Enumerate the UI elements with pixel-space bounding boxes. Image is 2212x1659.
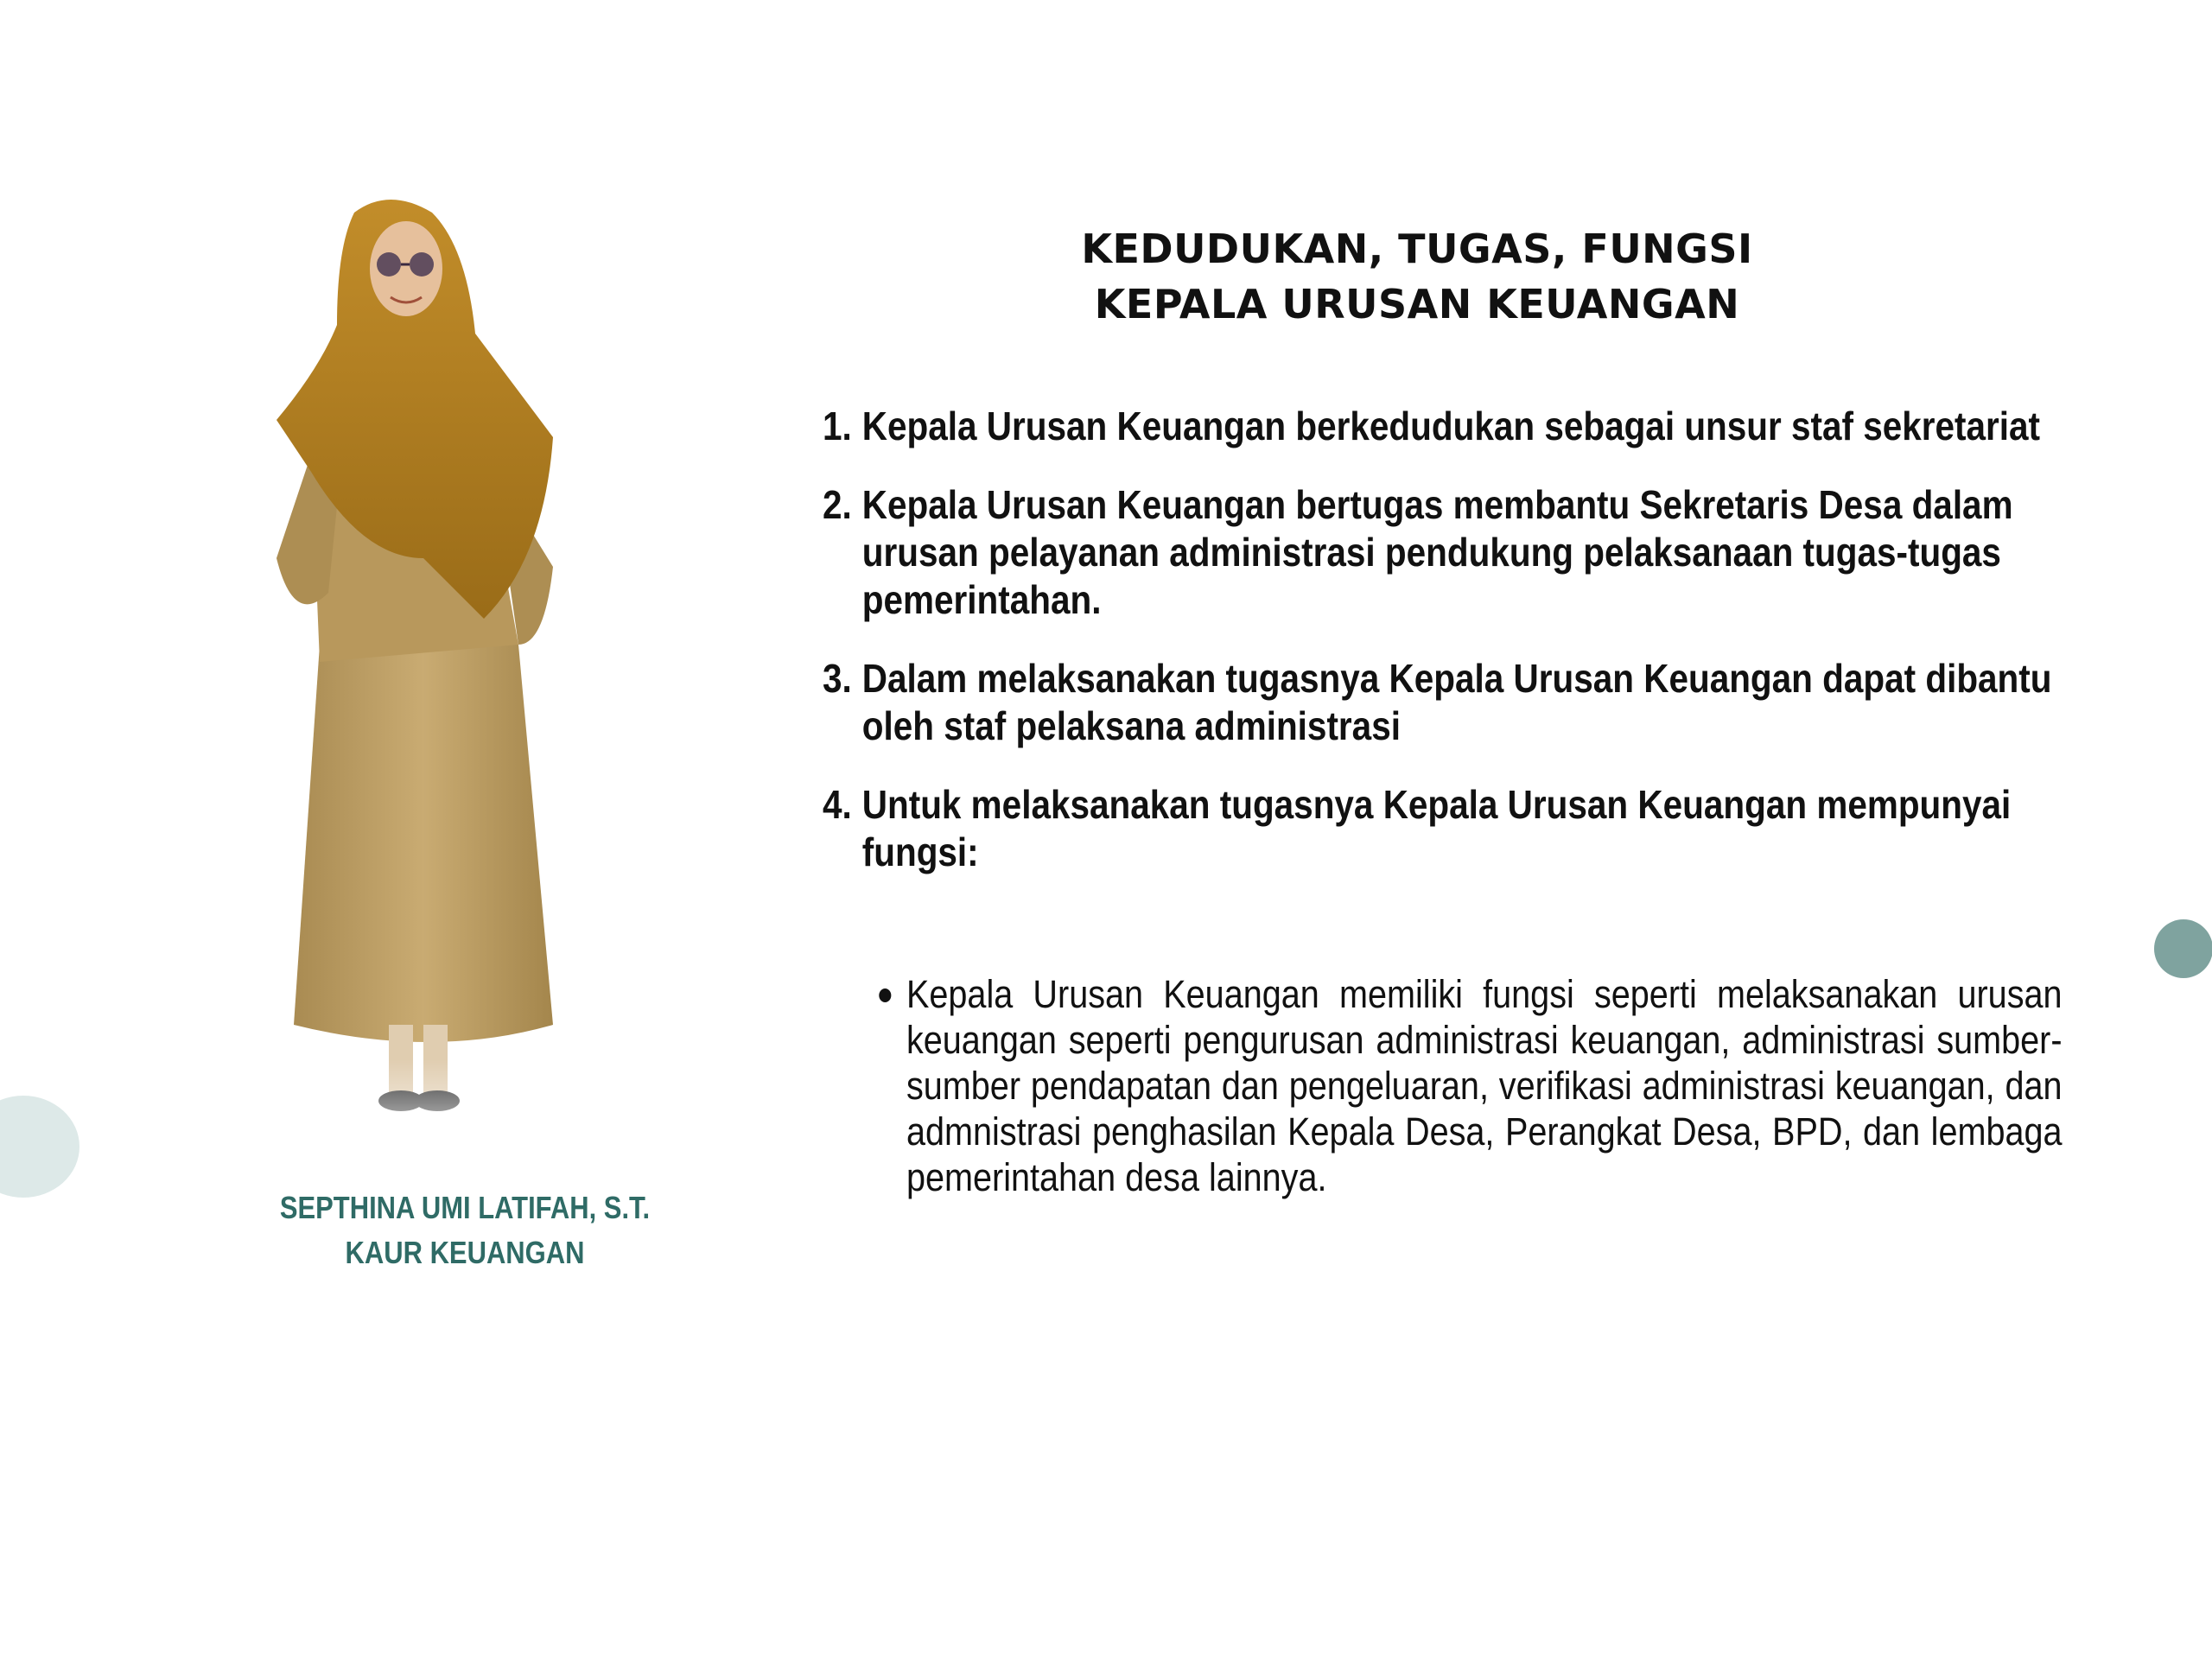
skirt-shape xyxy=(294,645,553,1042)
person-role: KAUR KEUANGAN xyxy=(345,1235,585,1270)
list-item-number: 1. xyxy=(823,404,852,448)
title-line-1: KEDUDUKAN, TUGAS, FUNGSI xyxy=(1081,226,1753,272)
list-item-number: 3. xyxy=(823,656,852,701)
bullet-text: Kepala Urusan Keuangan memiliki fungsi seperti melaksanakan urusan keuangan seperti pengurusan administrasi keuangan, administrasi sumber-sumber pendapatan dan pengeluaran, verifikasi administrasi keuangan, dan admnistrasi penghasilan Kepala Desa, Perangkat Desa, BPD, dan lembaga pemerintahan desa lainnya. xyxy=(906,972,2063,1199)
function-bullet xyxy=(874,971,2075,1200)
decorative-circle-left xyxy=(0,1096,79,1198)
list-item xyxy=(823,781,2079,876)
numbered-list xyxy=(823,403,2084,907)
list-item-text: Untuk melaksanakan tugasnya Kepala Urusan Keuangan mempunyai fungsi: xyxy=(861,782,2012,874)
page-title xyxy=(985,221,1849,332)
person-caption xyxy=(234,1185,695,1275)
list-item xyxy=(823,481,2079,624)
list-item xyxy=(823,403,2079,450)
list-item xyxy=(823,655,2079,750)
portrait-photo xyxy=(259,195,622,1163)
title-line-2: KEPALA URUSAN KEUANGAN xyxy=(1094,281,1740,327)
person-name: SEPTHINA UMI LATIFAH, S.T. xyxy=(279,1190,651,1225)
list-item-text: Kepala Urusan Keuangan berkedudukan sebagai unsur staf sekretariat xyxy=(861,404,2041,448)
bullet-dot-icon xyxy=(879,988,891,1002)
list-item-number: 4. xyxy=(823,782,852,827)
decorative-circle-right xyxy=(2154,919,2212,978)
list-item-text: Kepala Urusan Keuangan bertugas membantu Sekretaris Desa dalam urusan pelayanan administrasi pendukung pelaksanaan tugas-tugas pemerintahan. xyxy=(861,482,2013,622)
list-item-text: Dalam melaksanakan tugasnya Kepala Urusan Keuangan dapat dibantu oleh staf pelaksana administrasi xyxy=(861,656,2052,748)
list-item-number: 2. xyxy=(823,482,852,527)
